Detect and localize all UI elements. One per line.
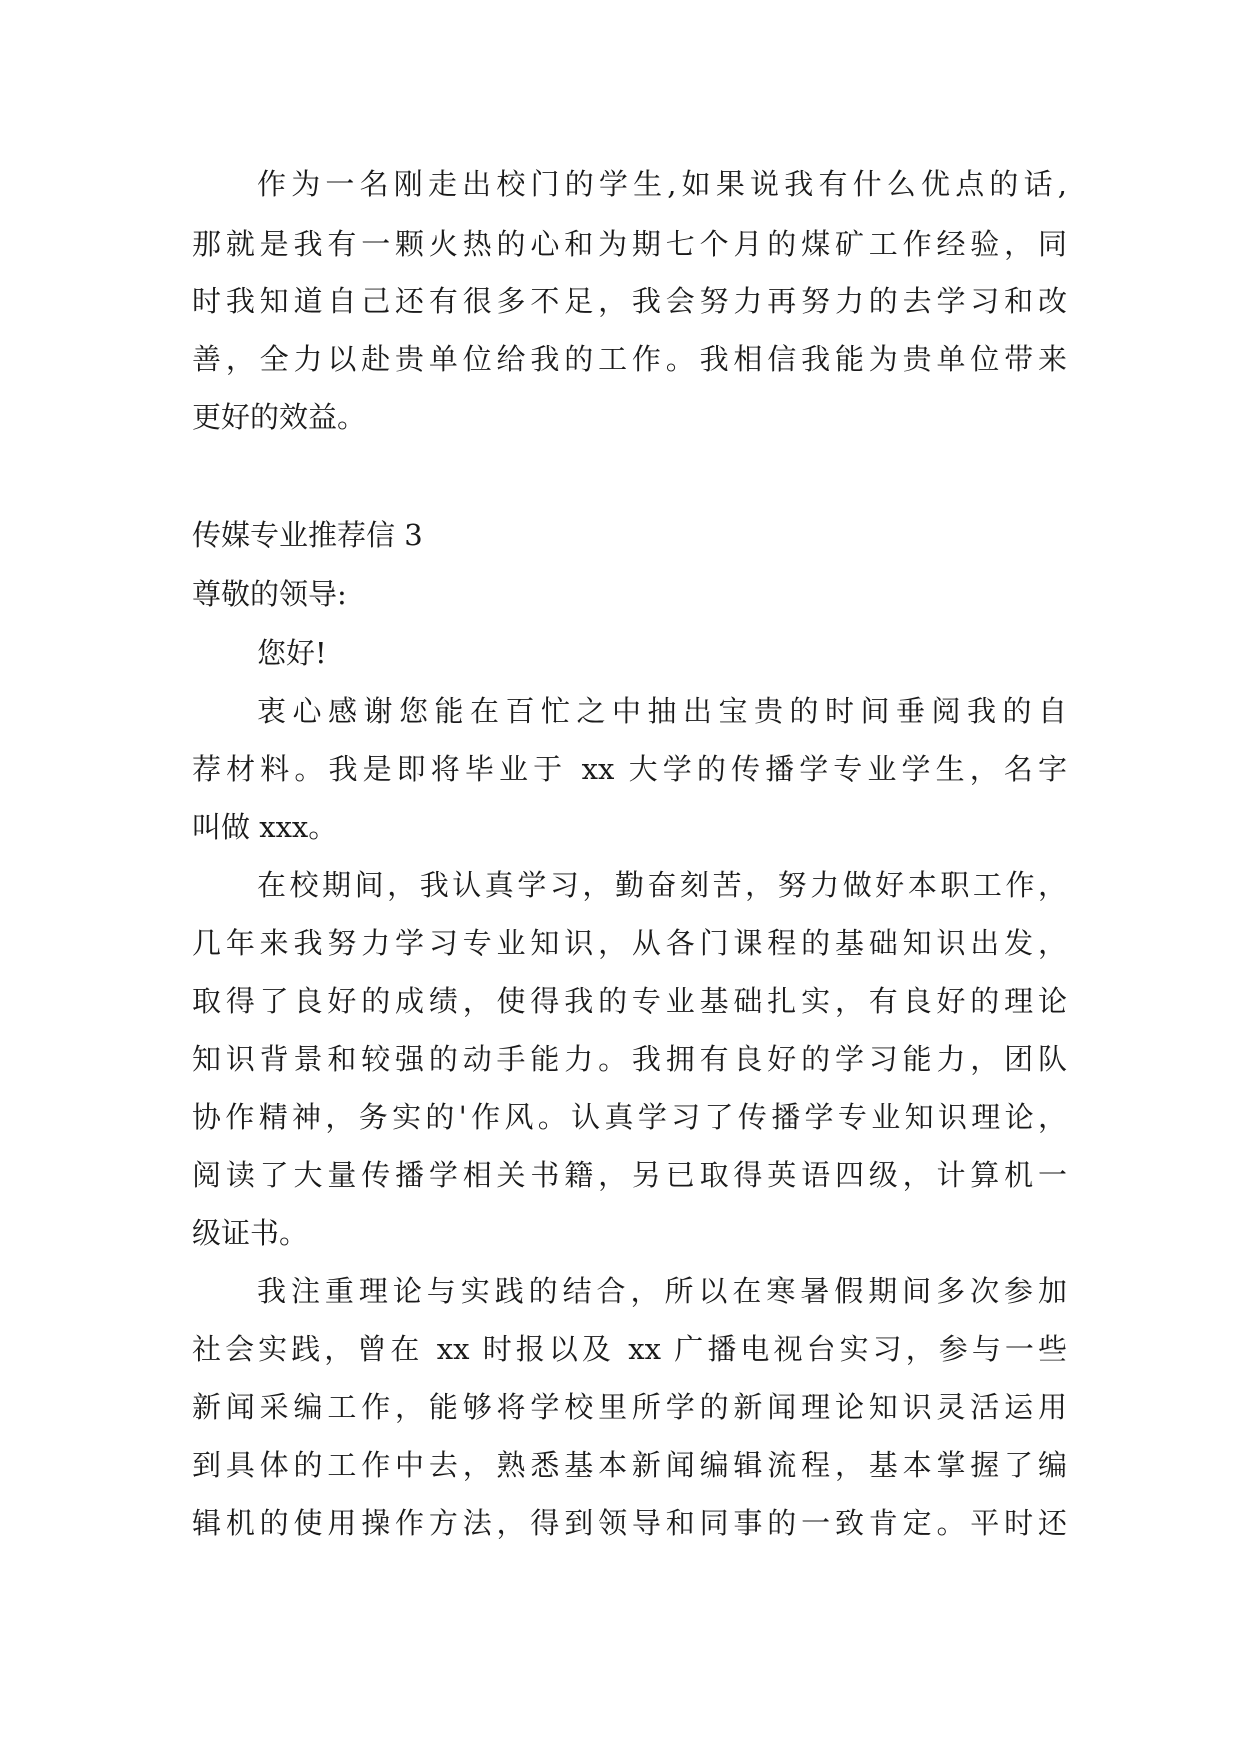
paragraph-3-line-2: 几年来我努力学习专业知识，从各门课程的基础知识出发， (192, 926, 1067, 960)
paragraph-1-line-1: 作为一名刚走出校门的学生,如果说我有什么优点的话, (257, 167, 1067, 201)
paragraph-4-line-1: 我注重理论与实践的结合，所以在寒暑假期间多次参加 (257, 1274, 1067, 1308)
paragraph-1-line-4: 善，全力以赴贵单位给我的工作。我相信我能为贵单位带来 (192, 342, 1067, 376)
paragraph-2-line-2: 荐材料。我是即将毕业于 xx 大学的传播学专业学生，名字 (192, 752, 1067, 786)
paragraph-1-line-5: 更好的效益。 (192, 400, 367, 434)
paragraph-1-line-3: 时我知道自己还有很多不足，我会努力再努力的去学习和改 (192, 284, 1067, 318)
paragraph-3-line-6: 阅读了大量传播学相关书籍，另已取得英语四级，计算机一 (192, 1158, 1067, 1192)
paragraph-2-line-1: 衷心感谢您能在百忙之中抽出宝贵的时间垂阅我的自 (257, 694, 1067, 728)
paragraph-3-line-7: 级证书。 (192, 1216, 309, 1250)
paragraph-4-line-4: 到具体的工作中去，熟悉基本新闻编辑流程，基本掌握了编 (192, 1448, 1067, 1482)
paragraph-2-line-3: 叫做 xxx。 (192, 810, 338, 844)
paragraph-4-line-5: 辑机的使用操作方法，得到领导和同事的一致肯定。平时还 (192, 1506, 1067, 1540)
paragraph-3-line-4: 知识背景和较强的动手能力。我拥有良好的学习能力，团队 (192, 1042, 1067, 1076)
salutation: 尊敬的领导: (192, 577, 347, 611)
paragraph-3-line-1: 在校期间，我认真学习，勤奋刻苦，努力做好本职工作， (257, 868, 1067, 902)
paragraph-3-line-5: 协作精神，务实的'作风。认真学习了传播学专业知识理论， (192, 1100, 1067, 1134)
paragraph-3-line-3: 取得了良好的成绩，使得我的专业基础扎实，有良好的理论 (192, 984, 1067, 1018)
paragraph-1-line-2: 那就是我有一颗火热的心和为期七个月的煤矿工作经验，同 (192, 227, 1067, 261)
paragraph-4-line-3: 新闻采编工作，能够将学校里所学的新闻理论知识灵活运用 (192, 1390, 1067, 1424)
paragraph-4-line-2: 社会实践，曾在 xx 时报以及 xx 广播电视台实习，参与一些 (192, 1332, 1067, 1366)
greeting: 您好! (257, 636, 327, 670)
section-title: 传媒专业推荐信 3 (192, 518, 423, 552)
